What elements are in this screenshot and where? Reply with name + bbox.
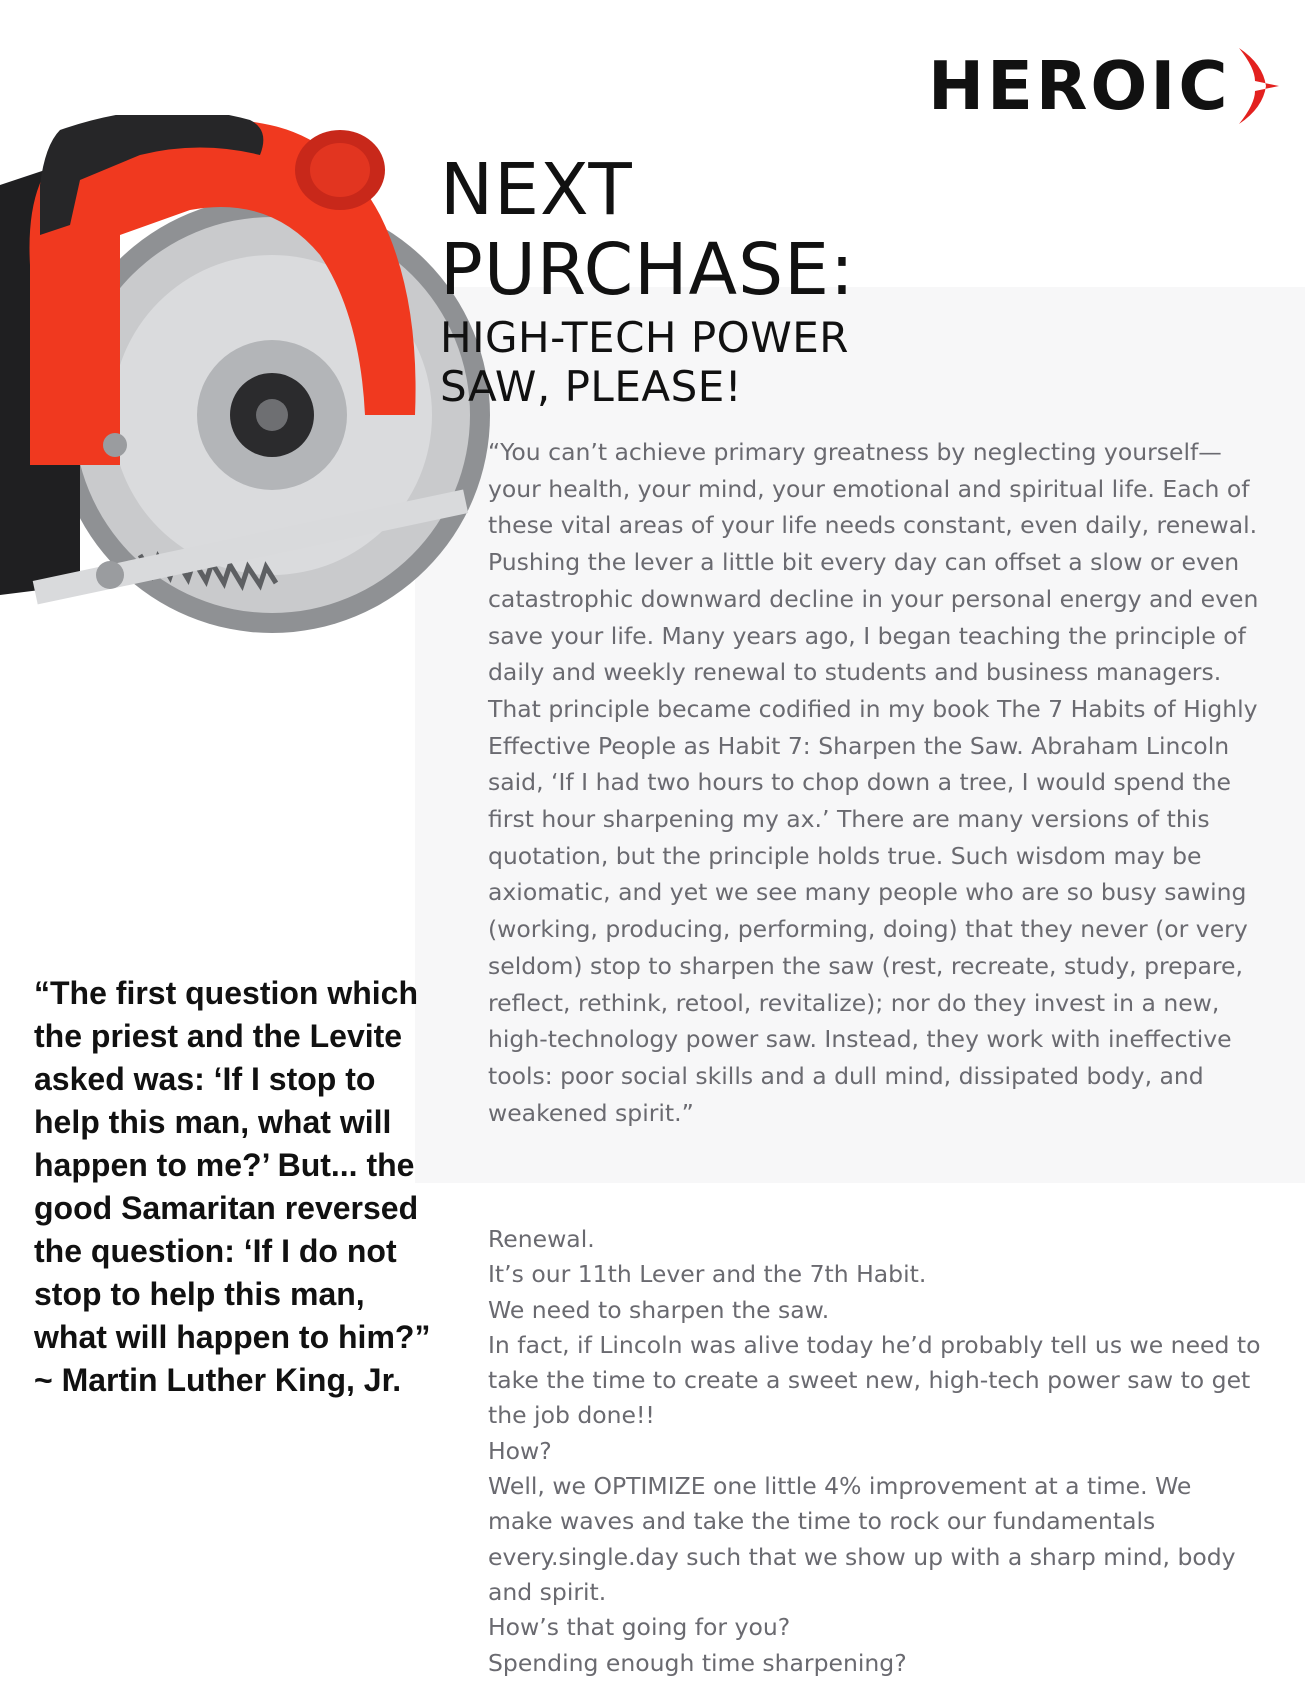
renewal-line: In fact, if Lincoln was alive today he’d probably tell us we need to take the time to create a sweet new, high-tech power saw to get the job done!! [488, 1330, 1261, 1430]
renewal-line: Well, we OPTIMIZE one little 4% improvement at a time. We make waves and take the time to rock our fundamentals every.single.day such that we show up with a sharp mind, body and spirit. [488, 1472, 1236, 1606]
heroic-logo [928, 46, 1281, 126]
headline [440, 150, 900, 411]
logo-wordmark: HEROIC [928, 47, 1231, 125]
logo-arrow-icon [1233, 46, 1281, 126]
renewal-line: How? [488, 1436, 552, 1465]
mlk-quote [34, 972, 434, 1402]
power-saw-image [0, 115, 495, 745]
renewal-section [488, 1222, 1263, 1681]
mlk-quote-text: “The first question which the priest and the Levite asked was: ‘If I stop to help this man, what will happen to me?’ But... the good Samaritan reversed the question: ‘If I do not stop to help this man, what will happen to him?” [34, 975, 431, 1355]
renewal-line: It’s our 11th Lever and the 7th Habit. [488, 1260, 927, 1289]
headline-subtitle: HIGH-TECH POWER SAW, PLEASE! [440, 313, 849, 411]
renewal-line: Spending enough time sharpening? [488, 1648, 907, 1677]
renewal-line: We need to sharpen the saw. [488, 1295, 830, 1324]
renewal-line: Renewal. [488, 1225, 595, 1253]
mlk-quote-author: ~ Martin Luther King, Jr. [34, 1362, 402, 1398]
headline-purchase: PURCHASE: [440, 228, 855, 311]
renewal-line: How’s that going for you? [488, 1613, 791, 1642]
headline-next: NEXT [440, 148, 633, 231]
covey-quote: “You can’t achieve primary greatness by neglecting yourself—your health, your mind, your emotional and spiritual life. Each of these vital areas of your life needs constant, even daily, renewal. Pushing the lever a little bit every day can offset a slow or even catastrophic downward decline in your personal energy and even save your life. Many years ago, I began teaching the principle of daily and weekly renewal to students and business managers. That principle became codified in my book The 7 Habits of Highly Effective People as Habit 7: Sharpen the Saw. Abraham Lincoln said, ‘If I had two hours to chop down a tree, I would spend the first hour sharpening my ax.’ There are many versions of this quotation, but the principle holds true. Such wisdom may be axiomatic, and yet we see many people who are so busy sawing (working, producing, performing, doing) that they never (or very seldom) stop to sharpen the saw (rest, recreate, study, prepare, reflect, rethink, retool, revitalize); nor do they invest in a new, high-technology power saw. Instead, they work with ineffective tools: poor social skills and a dull mind, dissipated body, and weakened spirit.” [488, 438, 1259, 1127]
